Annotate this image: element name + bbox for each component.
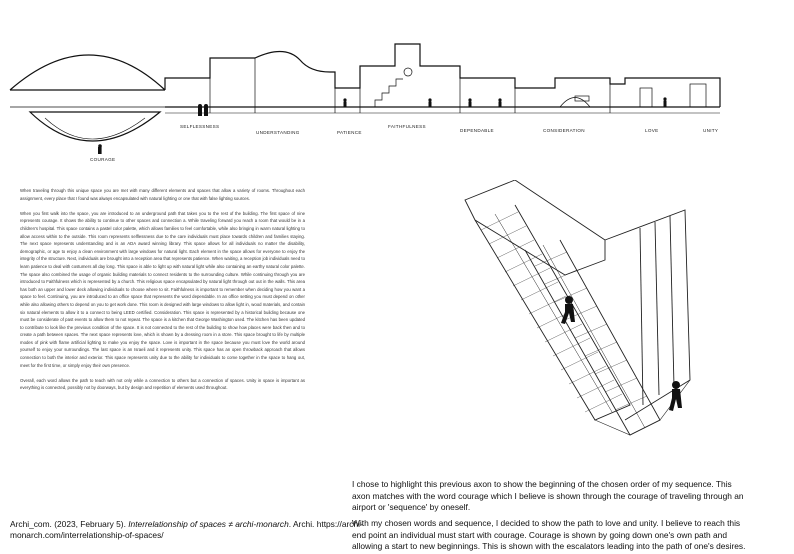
label-patience: PATIENCE (337, 130, 362, 135)
body-paragraph-3: Overall, each word allows the path to teach with not only while a connection to others but a connection of spaces. Unity in space is important as everything is connected, possibly not by doorways, but by design and repetition of elements used throughout. (20, 377, 305, 391)
citation-suffix: . Archi. https://archi-monarch.com/interrelationship-of-spaces/ (10, 519, 363, 541)
body-paragraph-1: When traveling through this unique space you are met with many different elements and spaces that allow a variety of rooms. Throughout each assignment, every place that I found was always encapsulated with natural lighting or one that with false lighting sources. (20, 188, 305, 201)
axon-note-paragraph-2: With my chosen words and sequence, I decided to show the path to love and unity. I believe to reach this end point an individual must start with courage. Courage is shown by going down one's own path and allowing a start to new beginnings. This is shown with the escalators leading into the path of one's desires. (352, 518, 746, 552)
label-courage: COURAGE (90, 157, 116, 162)
building-section-drawing (0, 0, 794, 170)
label-consideration: CONSIDERATION (543, 128, 585, 133)
dome-roof (10, 55, 165, 90)
tunnel-ring (30, 112, 160, 141)
label-faithfulness: FAITHFULNESS (388, 124, 426, 129)
axon-note-paragraph-1: I chose to highlight this previous axon to show the beginning of the chosen order of my sequence. This axon matches with the word courage which I believe is shown through the courage of traveling through an airport or 'sequence' by oneself. (352, 479, 744, 513)
label-love: LOVE (645, 128, 659, 133)
label-dependable: DEPENDABLE (460, 128, 494, 133)
label-understanding: UNDERSTANDING (256, 130, 300, 135)
citation-title: Interrelationship of spaces ≠ archi-monarch (128, 519, 289, 529)
escalator-axon-drawing (455, 180, 695, 470)
body-text (20, 187, 305, 400)
label-selflessness: SELFLESSNESS (180, 124, 220, 129)
escalator-left (475, 205, 630, 420)
label-unity: UNITY (703, 128, 719, 133)
citation (10, 519, 430, 541)
citation-prefix: Archi_com. (2023, February 5). (10, 519, 129, 529)
body-paragraph-2: When you first walk into the space, you are introduced to an underground path that takes you to the rest of the building. The first space of nine represents courage. It shows the ability to continue to other spaces and connection a. While traveling forward you reach a room that would be in a children's hospital. This space contains a pastel color palette, which allows families to feel comfortable, while also bringing in warm natural lighting to allow access within to the outside. This room represents selflessness due to the care individuals must place towards children and families staying. The next space represents understanding and is an ADA award winning library. This space allows for all individuals no matter the disability, demographic, or age to enjoy a clean environment with large windows for natural light. Each element in the space allows for everyone to enjoy the integrity of the structure. Next, individuals are brought into a reception area that represents patience. When waiting, a reception job individuals need to learn patience to deal with costumers all day long. This space is able to light up with natural light while also containing an earthy natural color palette. The space also combined the usage of organic building materials to connect residents to the surrounding culture. While continuing through you are introduced to Faithfulness which is represented by a church. This religious space encapsulated by natural light through out out in the walls. This area has both an upper and lower deck allowing individuals to choose where to sit. Faithfulness is important to remember when deciding how you want a space to feel. Continuing, you are introduced to an office space that represents the word dependable. In an office setting you must depend on other while also allowing others to depend on you to get work done. This room is designed with large windows to allow light in, wood materials, and contain six natural elements to allow it to a connect to being LEED certified. Consideration. This space is represented by a historical building because one must be considerate of past events to allow them to not repeat. The space is a kitchen that George Washington used. The kitchen has been updated to contribute to look like the previous condition of the space. It is not connected to the rest of the building to show how places were back then and to create a path between spaces. The next space represents love, which is shown by a dressing room in a store. This space brought to life by multiple modes of pink with flame artificial lighting to make you enjoy the space. Love is important in the space because you must love the world around yourself to enjoy your surroundings. The last space is an Israeli and it represents unity. This space has an open throwback approach that allows connection to both the interior and exterior. This space represents unity due to the ability for individuals to come together in the space to hang out, meet for the first time, or simply enjoy their own presence. (20, 210, 305, 368)
